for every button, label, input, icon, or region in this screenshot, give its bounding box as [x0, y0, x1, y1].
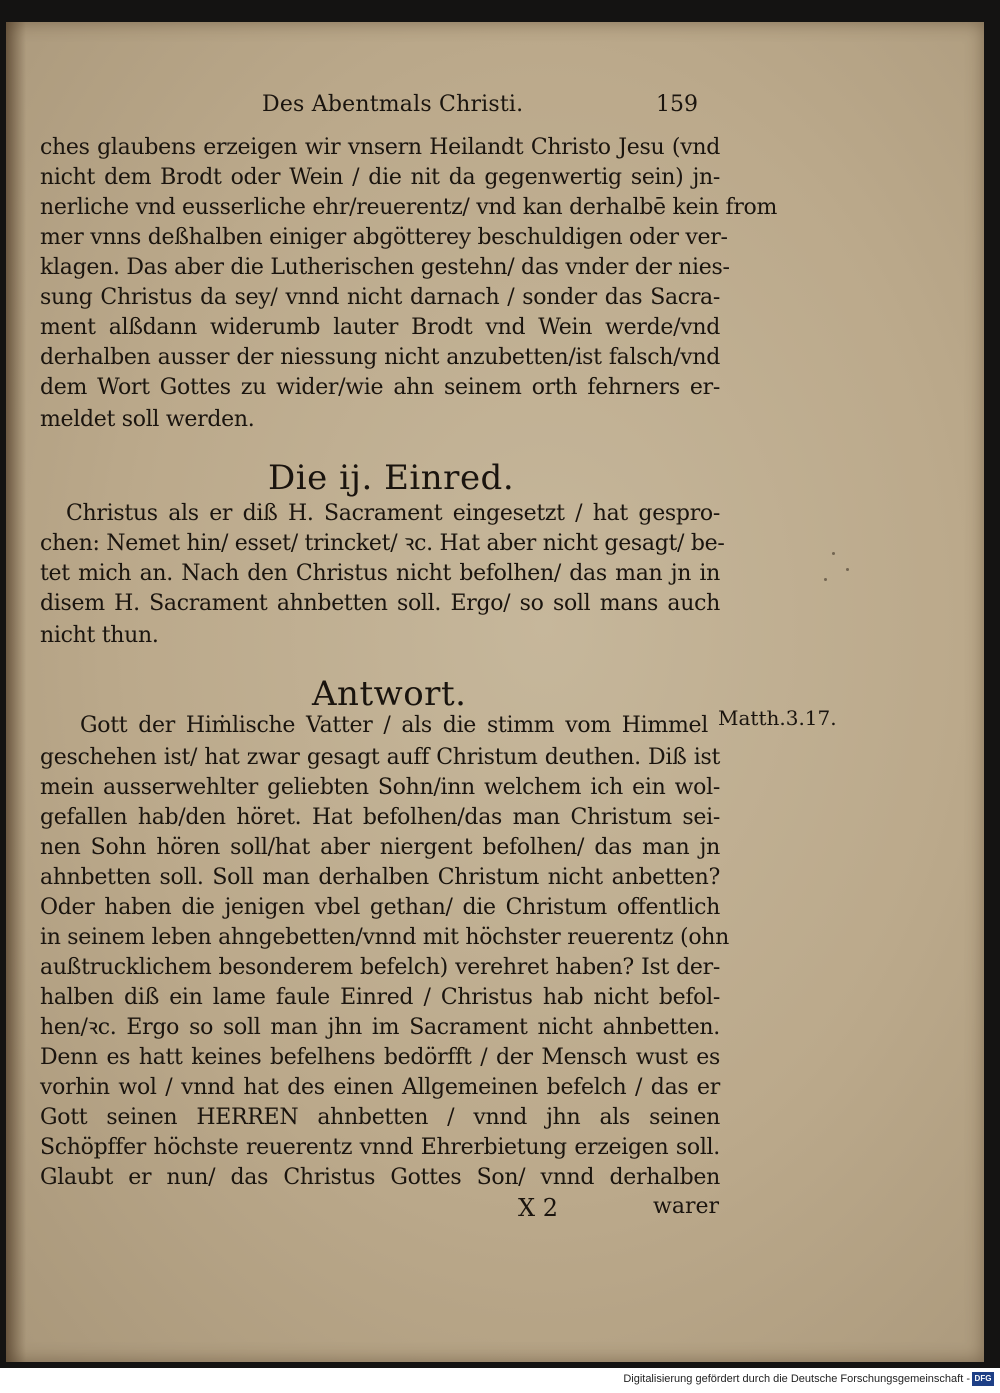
text-line: meldet soll werden. — [40, 407, 255, 432]
footer-bar — [0, 1368, 1000, 1393]
page-edge-shadow — [6, 22, 26, 1362]
text-line: außtrucklichem besonderem befelch) verehret haben? Ist der- — [40, 955, 720, 980]
signature-mark: X 2 — [518, 1194, 558, 1222]
text-line: mein ausserwehlter geliebten Sohn/inn welchem ich ein wol- — [40, 775, 720, 800]
text-line: mer vnns deßhalben einiger abgötterey beschuldigen oder ver- — [40, 225, 728, 250]
text-line: nicht dem Brodt oder Wein / die nit da gegenwertig sein) jn- — [40, 165, 720, 190]
text-line: chen: Nemet hin/ esset/ trincket/ ꝛc. Hat aber nicht gesagt/ be- — [40, 531, 725, 556]
text-line: Schöpffer höchste reuerentz vnnd Ehrerbietung erzeigen soll. — [40, 1135, 720, 1160]
ink-speck — [824, 578, 827, 581]
text-line: Oder haben die jenigen vbel gethan/ die Christum offentlich — [40, 895, 720, 920]
text-line: disem H. Sacrament ahnbetten soll. Ergo/ so soll mans auch — [40, 591, 720, 616]
text-line: Gott der Hiṁlische Vatter / als die stimm vom Himmel — [80, 713, 708, 738]
text-line: nen Sohn hören soll/hat aber niergent befolhen/ das man jn — [40, 835, 720, 860]
text-line: dem Wort Gottes zu wider/wie ahn seinem orth fehrners er- — [40, 375, 720, 400]
text-line: Glaubt er nun/ das Christus Gottes Son/ vnnd derhalben — [40, 1165, 720, 1190]
footer-credit: Digitalisierung gefördert durch die Deutsche Forschungsgemeinschaft - — [623, 1373, 970, 1385]
dfg-logo: DFG — [972, 1372, 994, 1386]
section-heading: Die ij. Einred. — [268, 458, 515, 498]
text-line: ment alßdann widerumb lauter Brodt vnd Wein werde/vnd — [40, 315, 720, 340]
text-line: geschehen ist/ hat zwar gesagt auff Christum deuthen. Diß ist — [40, 745, 720, 770]
running-title: Des Abentmals Christi. — [262, 92, 524, 117]
text-line: Denn es hatt keines befelhens bedörfft / der Mensch wust es — [40, 1045, 720, 1070]
ink-speck — [832, 552, 835, 555]
text-line: halben diß ein lame faule Einred / Christus hab nicht befol- — [40, 985, 720, 1010]
ink-speck — [846, 568, 849, 571]
page-number: 159 — [656, 92, 698, 117]
text-line: derhalben ausser der niessung nicht anzubetten/ist falsch/vnd — [40, 345, 720, 370]
text-line: ches glaubens erzeigen wir vnsern Heilandt Christo Jesu (vnd — [40, 135, 720, 160]
text-line: ahnbetten soll. Soll man derhalben Christum nicht anbetten? — [40, 865, 720, 890]
catchword: warer — [653, 1194, 719, 1219]
text-line: tet mich an. Nach den Christus nicht befolhen/ das man jn in — [40, 561, 720, 586]
text-line: hen/ꝛc. Ergo so soll man jhn im Sacrament nicht ahnbetten. — [40, 1015, 720, 1040]
scanned-page — [6, 22, 984, 1362]
text-line: sung Christus da sey/ vnnd nicht darnach / sonder das Sacra- — [40, 285, 720, 310]
margin-note: Matth.3.17. — [718, 706, 837, 730]
text-line: Christus als er diß H. Sacrament eingesetzt / hat gespro- — [66, 501, 720, 526]
text-line: in seinem leben ahngebetten/vnnd mit höchster reuerentz (ohn — [40, 925, 730, 950]
text-line: gefallen hab/den höret. Hat befolhen/das man Christum sei- — [40, 805, 720, 830]
text-line: nicht thun. — [40, 623, 159, 648]
text-line: Gott seinen HERREN ahnbetten / vnnd jhn als seinen — [40, 1105, 720, 1130]
text-line: klagen. Das aber die Lutherischen gestehn/ das vnder der nies- — [40, 255, 730, 280]
text-line: vorhin wol / vnnd hat des einen Allgemeinen befelch / das er — [40, 1075, 720, 1100]
text-line: nerliche vnd eusserliche ehr/reuerentz/ vnd kan derhalbē kein from — [40, 195, 778, 220]
section-heading: Antwort. — [312, 674, 467, 714]
